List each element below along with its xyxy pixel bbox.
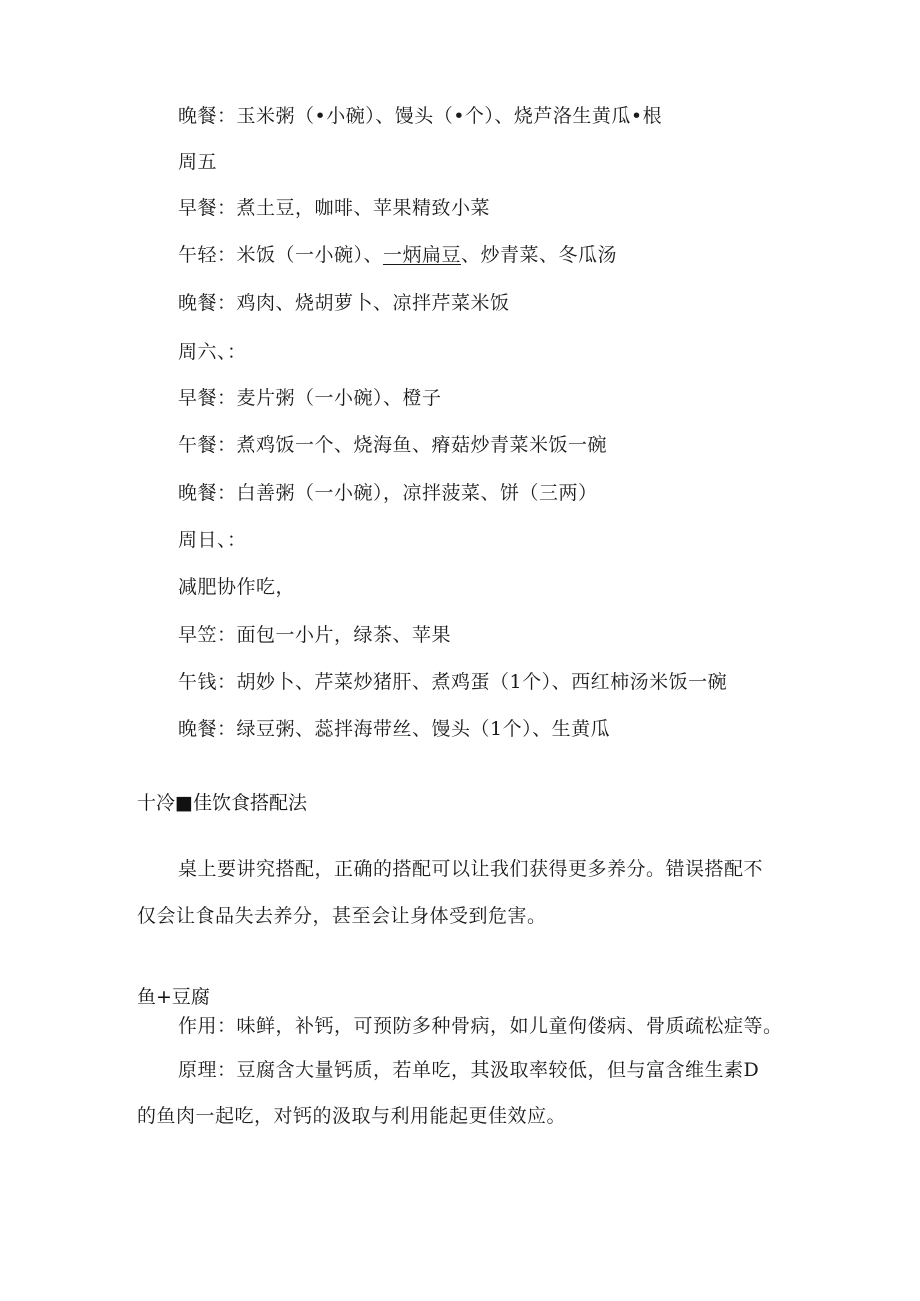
pair-effect: 作用：味鲜，补钙，可预防多种骨病，如儿童佝偻病、骨质疏松症等。 [178,1015,783,1037]
lunch-text-end: 、炒青菜、冬瓜汤 [461,244,618,266]
pair-principle-line: 原理：豆腐含大量钙质，若单吃，其汲取率较低，但与富含维生素D [178,1059,760,1081]
lunch-underlined-dish: 一炳扁豆 [383,244,462,266]
pair-principle-line: 的鱼肉一起吃，对钙的汲取与利用能起更佳效应。 [137,1105,567,1127]
menu-note: 减肥协作吃， [178,576,296,598]
menu-line-lunch: 午钱：胡妙卜、芹菜炒猪肝、煮鸡蛋（1个）、西红柿汤米饭一碗 [178,671,728,693]
menu-line-dinner: 晚餐：白善粥（一小碗），凉拌菠菜、饼（三两） [178,482,598,504]
menu-line-breakfast: 早笠：面包一小片，绿茶、苹果 [178,624,452,646]
pair-heading: 鱼+豆腐 [137,986,210,1008]
lunch-text-start: 午轻：米饭（一小碗）、 [178,244,384,266]
menu-day-sunday: 周日、： [178,529,247,551]
menu-line-lunch: 午餐：煮鸡饭一个、烧海鱼、瘠菇炒青菜米饭一碗 [178,434,608,456]
menu-line-lunch [178,242,617,268]
menu-line-breakfast: 早餐：麦片粥（一小碗）、橙子 [178,387,442,409]
paragraph-line: 桌上要讲究搭配，正确的搭配可以让我们获得更多养分。错误搭配不 [178,858,764,880]
menu-line-dinner: 晚餐：绿豆粥、蕊拌海带丝、馒头（1个）、生黄瓜 [178,718,611,740]
section-heading: 十冷■佳饮食搭配法 [137,792,307,814]
paragraph-line: 仅会让食品失去养分，甚至会让身体受到危害。 [137,905,547,927]
menu-line-dinner: 晚餐：玉米粥（•小碗）、馒头（•个）、烧芦洛生黄瓜•根 [178,105,663,127]
menu-day-saturday: 周六、： [178,341,247,363]
menu-line-breakfast: 早餐：煮土豆，咖啡、苹果精致小菜 [178,197,491,219]
menu-day-friday: 周五 [178,151,218,173]
menu-line-dinner: 晚餐：鸡肉、烧胡萝卜、凉拌芹菜米饭 [178,292,510,314]
